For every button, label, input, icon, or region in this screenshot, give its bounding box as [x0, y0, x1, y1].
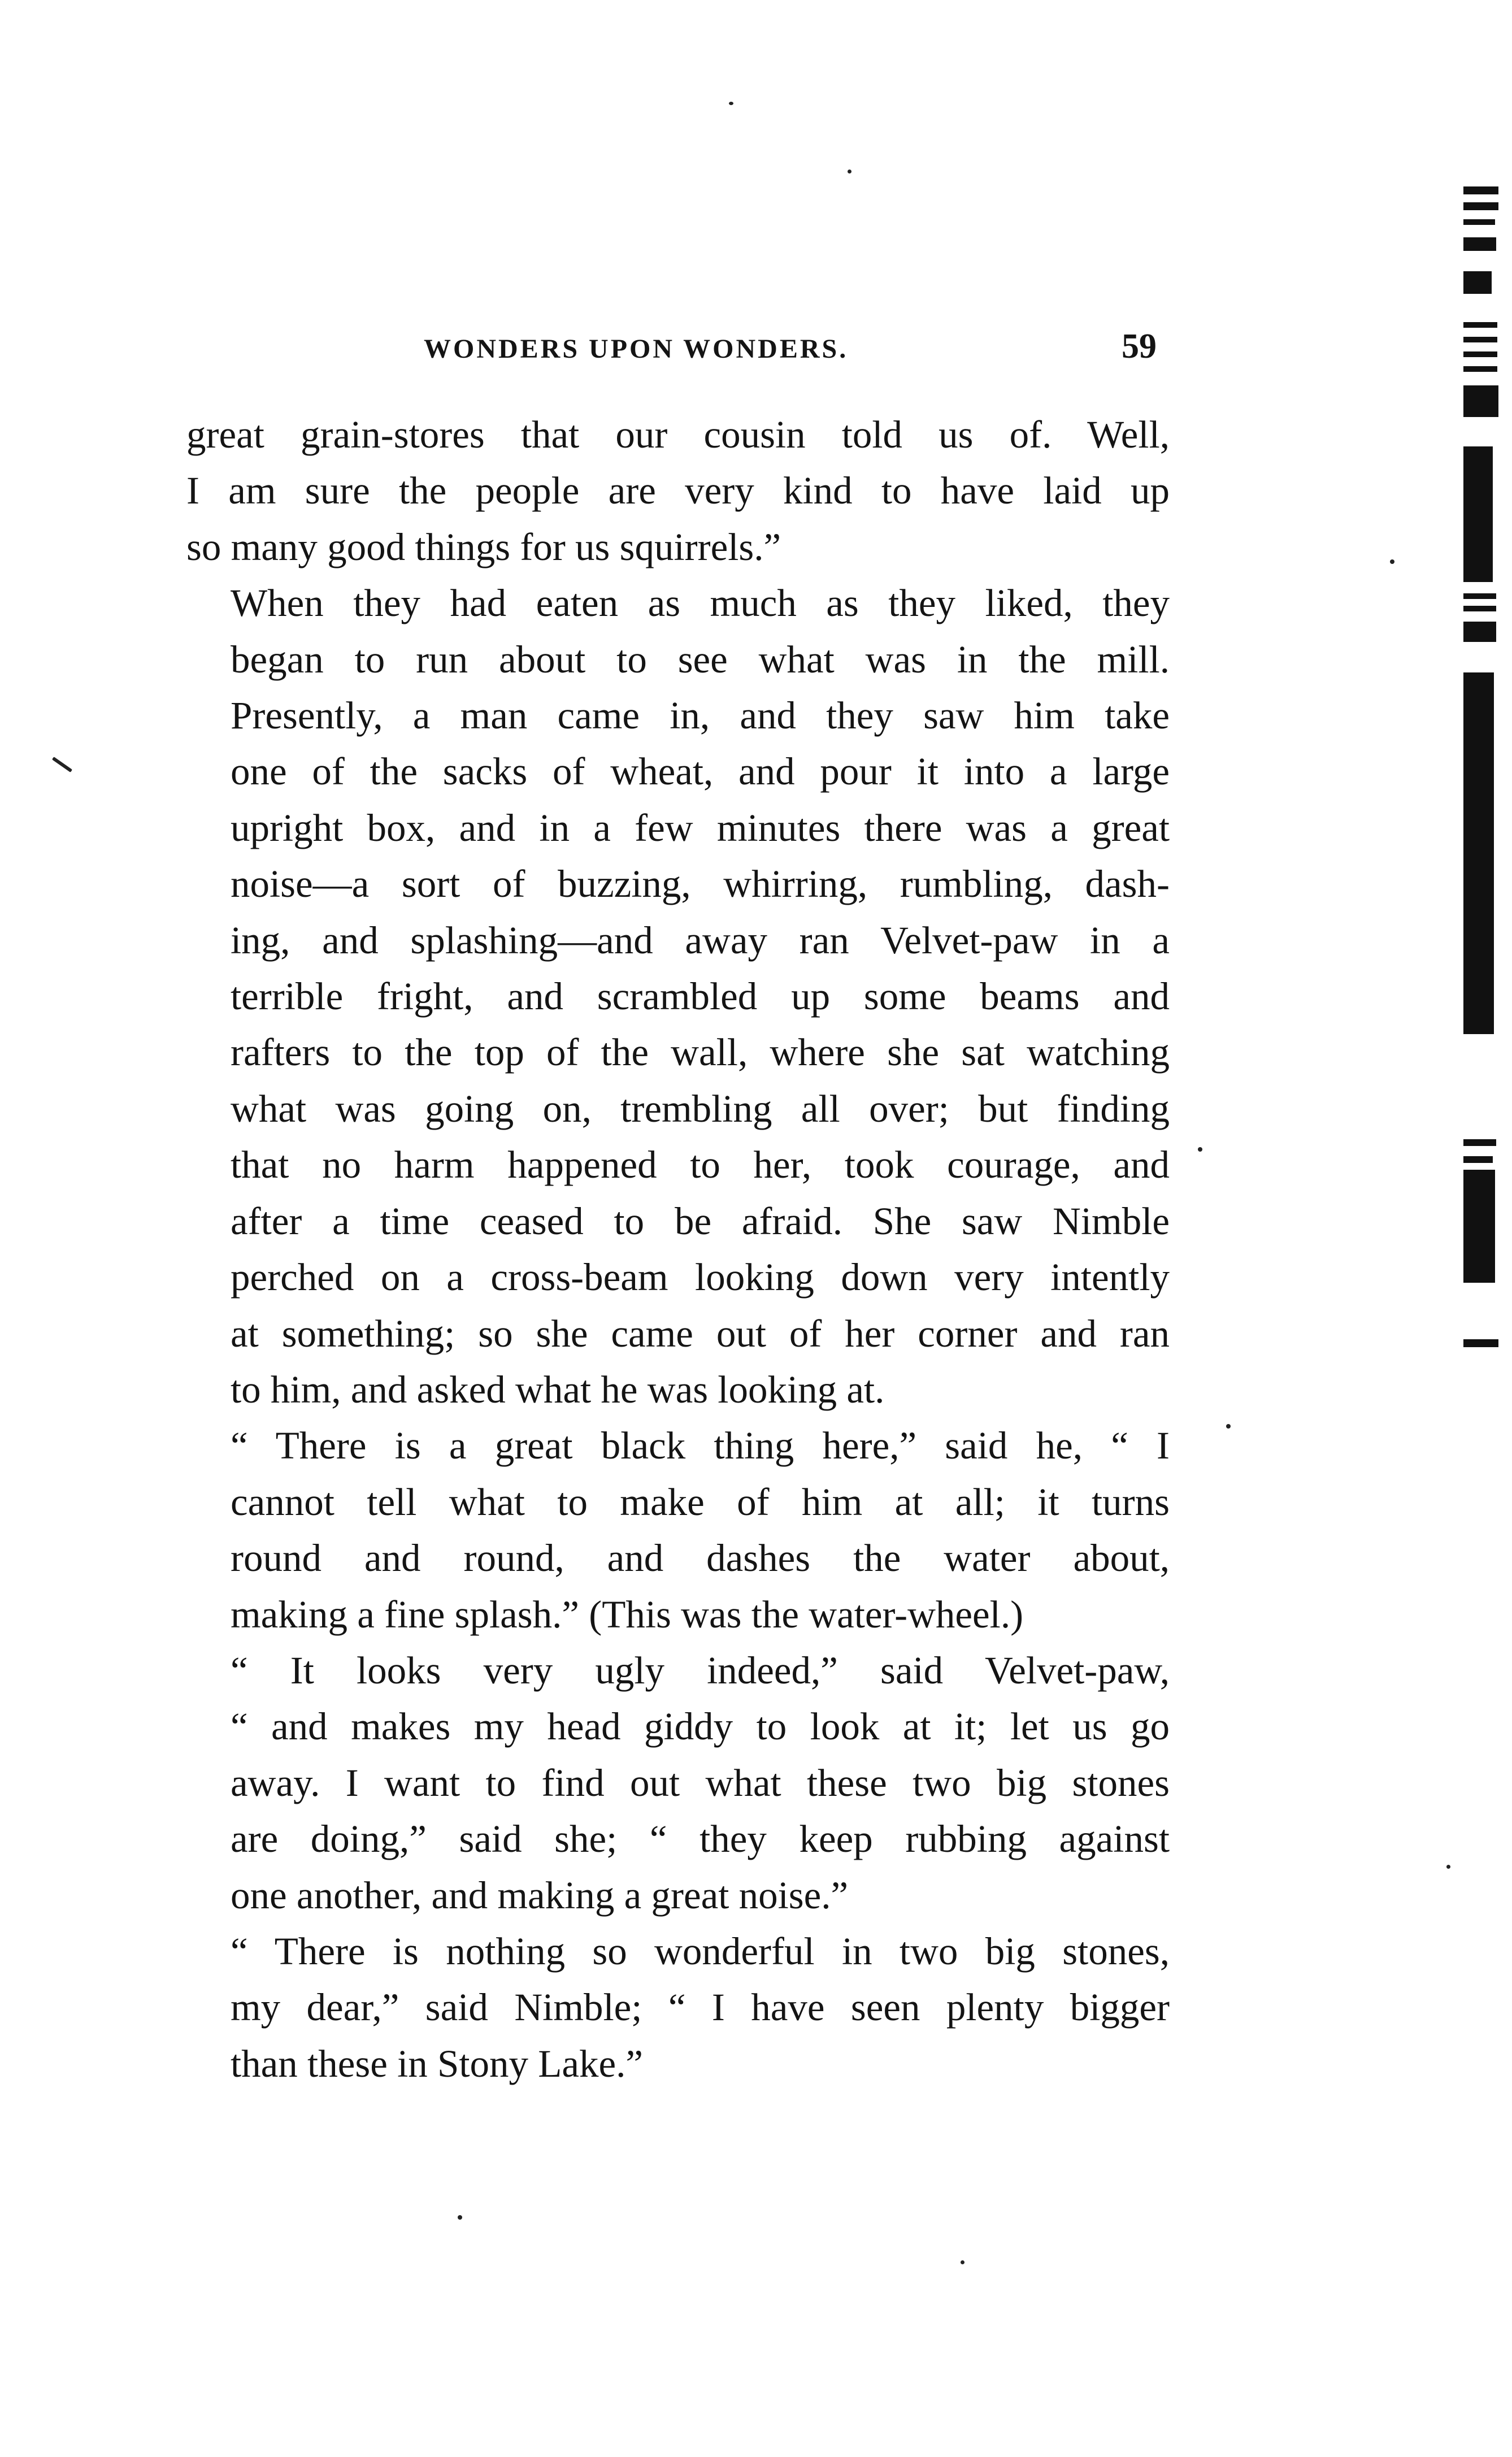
scan-mark [1463, 271, 1492, 294]
scan-mark [1463, 672, 1494, 1034]
text-line: my dear,” said Nimble; “ I have seen plenty bigger [231, 1986, 1170, 2029]
scan-mark [1463, 366, 1497, 372]
scan-speck [52, 757, 72, 772]
text-line: ing, and splashing—and away ran Velvet-paw in a [231, 918, 1170, 962]
text-line: “ There is nothing so wonderful in two big stones, [231, 1929, 1170, 1973]
scan-speck [1446, 1865, 1450, 1869]
scan-mark [1463, 1170, 1495, 1283]
text-line: at something; so she came out of her corner and ran [231, 1312, 1170, 1355]
text-line: one another, and making a great noise.” [231, 1873, 849, 1917]
scan-mark [1463, 237, 1496, 251]
text-line: upright box, and in a few minutes there was a great [231, 806, 1170, 849]
page-number: 59 [1122, 327, 1157, 366]
text-line: round and round, and dashes the water about, [231, 1536, 1170, 1580]
scan-speck [848, 170, 851, 173]
text-line: than these in Stony Lake.” [231, 2042, 644, 2085]
scan-mark [1463, 622, 1496, 642]
scan-mark [1463, 1139, 1496, 1146]
scan-mark [1463, 219, 1495, 225]
paragraph [186, 1643, 1170, 1924]
scan-mark [1463, 351, 1497, 357]
text-line: after a time ceased to be afraid. She saw Nimble [231, 1199, 1170, 1243]
scan-speck [458, 2215, 462, 2220]
text-line: terrible fright, and scrambled up some beams and [231, 975, 1170, 1018]
text-line: When they had eaten as much as they liked, they [231, 581, 1170, 625]
text-line: so many good things for us squirrels.” [186, 525, 781, 568]
scan-speck [1390, 559, 1394, 564]
text-line: noise—a sort of buzzing, whirring, rumbling, dash- [231, 862, 1170, 906]
scan-mark [1463, 593, 1496, 599]
text-line: are doing,” said she; “ they keep rubbing against [231, 1817, 1170, 1861]
scan-mark [1463, 337, 1497, 342]
text-line: away. I want to find out what these two big stones [231, 1761, 1170, 1804]
scan-mark [1463, 1156, 1493, 1163]
text-line: to him, and asked what he was looking at. [231, 1368, 885, 1411]
paragraph [186, 407, 1170, 575]
scan-mark [1463, 606, 1496, 611]
text-line: Presently, a man came in, and they saw him take [231, 694, 1170, 737]
scan-mark [1463, 385, 1498, 417]
scan-speck [961, 2260, 964, 2264]
text-line: “ It looks very ugly indeed,” said Velvet-paw, [231, 1648, 1170, 1692]
text-line: what was going on, trembling all over; but finding [231, 1087, 1170, 1130]
paragraph [186, 1924, 1170, 2092]
paragraph [186, 1418, 1170, 1643]
text-line: “ There is a great black thing here,” said he, “ I [231, 1424, 1170, 1468]
text-line: perched on a cross-beam looking down very intently [231, 1256, 1170, 1299]
running-title: WONDERS UPON WONDERS. [424, 334, 849, 364]
scan-speck [1198, 1147, 1202, 1152]
text-line: one of the sacks of wheat, and pour it into a large [231, 750, 1170, 793]
scan-edge-marks [1463, 186, 1486, 1362]
body-text [186, 407, 1170, 2092]
scan-mark [1463, 322, 1497, 328]
text-line: rafters to the top of the wall, where she sat watching [231, 1031, 1170, 1074]
scan-speck [1226, 1424, 1231, 1429]
text-line: began to run about to see what was in the mill. [231, 637, 1170, 681]
scan-speck [729, 102, 733, 105]
text-line: I am sure the people are very kind to have laid up [186, 469, 1170, 513]
text-line: making a fine splash.” (This was the water-wheel.) [231, 1592, 1024, 1636]
text-line: cannot tell what to make of him at all; it turns [231, 1480, 1170, 1523]
scan-mark [1463, 1339, 1498, 1347]
scan-mark [1463, 186, 1498, 194]
scan-mark [1463, 202, 1498, 210]
paragraph [186, 575, 1170, 1418]
text-line: “ and makes my head giddy to look at it; let us go [231, 1705, 1170, 1748]
scan-mark [1463, 446, 1493, 582]
text-line: that no harm happened to her, took courage, and [231, 1143, 1170, 1187]
text-line: great grain-stores that our cousin told us of. Well, [186, 413, 1170, 456]
